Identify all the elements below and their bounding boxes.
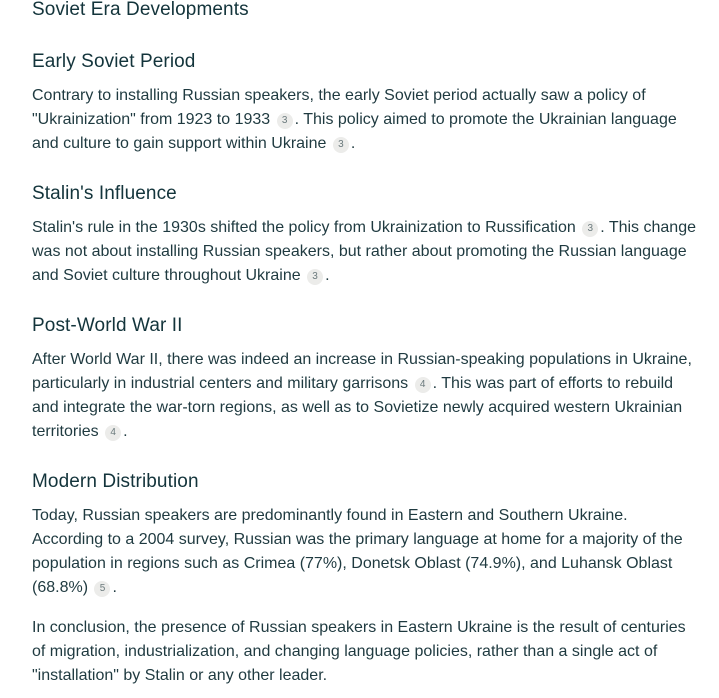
citation-badge[interactable]: 3	[307, 269, 323, 285]
paragraph-text: .	[325, 267, 330, 284]
paragraph-text: .	[123, 423, 128, 440]
paragraph-text: Today, Russian speakers are predominantly found in Eastern and Southern Ukraine. According to a 2004 survey, Russian was the primary language at home for a majority of the population in regions such as Crimea (77%), Donetsk Oblast (74.9%), and Luhansk Oblast (68.8%)	[32, 507, 683, 596]
subsection-title-modern: Modern Distribution	[32, 471, 199, 492]
paragraph-text: . This change was not about installing Russian speakers, but rather about promoting the Russian language and Soviet culture throughout Ukraine	[32, 219, 696, 284]
citation-badge[interactable]: 3	[582, 221, 598, 237]
citation-badge[interactable]: 3	[277, 113, 293, 129]
subsection-title-post-wwii: Post-World War II	[32, 315, 183, 336]
paragraph-text: .	[112, 579, 117, 596]
subsection-title-early-soviet: Early Soviet Period	[32, 51, 196, 72]
section-heading: Soviet Era Developments	[32, 0, 249, 20]
paragraph-text: .	[350, 135, 356, 152]
citation-badge[interactable]: 4	[105, 425, 121, 441]
paragraph-text: Contrary to installing Russian speakers, the early Soviet period actually saw a policy of "Ukrainization" from 1923 to 1933	[32, 87, 646, 128]
paragraph-early-soviet	[32, 84, 700, 156]
citation-badge[interactable]: 5	[94, 581, 110, 597]
citation-badge[interactable]: 4	[415, 377, 431, 393]
paragraph-text: . This policy aimed to promote the Ukrainian language and culture to gain support within Ukraine	[32, 111, 677, 152]
paragraph-text: After World War II, there was indeed an increase in Russian-speaking populations in Ukraine, particularly in industrial centers and military garrisons	[32, 351, 692, 392]
paragraph-conclusion: In conclusion, the presence of Russian speakers in Eastern Ukraine is the result of centuries of migration, industrialization, and changing language policies, rather than a single act of "installation" by Stalin or any other leader.	[32, 619, 686, 684]
paragraph-modern	[32, 504, 700, 600]
citation-badge[interactable]: 3	[333, 137, 349, 153]
paragraph-stalin	[32, 216, 700, 288]
paragraph-text: Stalin's rule in the 1930s shifted the policy from Ukrainization to Russification	[32, 219, 576, 236]
paragraph-text: . This was part of efforts to rebuild and integrate the war-torn regions, as well as to Sovietize newly acquired western Ukrainian territories	[32, 375, 683, 440]
subsection-title-stalin: Stalin's Influence	[32, 183, 177, 204]
paragraph-post-wwii	[32, 348, 700, 444]
